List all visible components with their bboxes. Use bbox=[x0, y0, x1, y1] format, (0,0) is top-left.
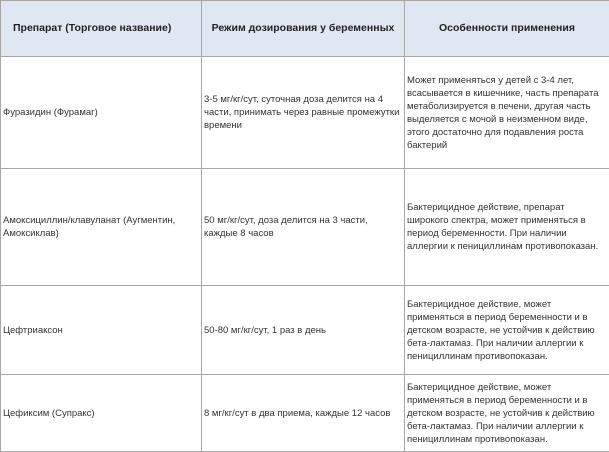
cell-drug-name: Цефтриаксон bbox=[1, 286, 202, 375]
header-drug-name: Препарат (Торговое название) bbox=[1, 1, 202, 57]
cell-notes: Бактерицидное действие, может применяться в период беременности и в детском возрасте, не устойчив к действию бета-лактамаз. При наличии аллергии к пенициллинам противопоказан. bbox=[405, 375, 609, 452]
cell-notes: Бактерицидное действие, может применяться в период беременности и в детском возрасте, не устойчив к действию бета-лактамаз. При наличии аллергии к пенициллинам противопоказан. bbox=[405, 286, 609, 375]
table-header-row bbox=[1, 1, 609, 57]
table-row bbox=[1, 286, 609, 375]
cell-notes: Может применяться у детей с 3-4 лет, всасывается в кишечнике, часть препарата метаболизируется в печени, другая часть выделяется с мочой в неизменном виде, этого достаточно для подавления роста бактерий bbox=[405, 57, 609, 169]
cell-dosage: 3-5 мг/кг/сут, суточная доза делится на 4 части, принимать через равные промежутки времени bbox=[202, 57, 405, 169]
header-notes: Особенности применения bbox=[405, 1, 609, 57]
header-dosage: Режим дозирования у беременных bbox=[202, 1, 405, 57]
cell-drug-name: Цефиксим (Супракс) bbox=[1, 375, 202, 452]
table-row bbox=[1, 375, 609, 452]
cell-drug-name: Амоксициллин/клавуланат (Аугментин, Амоксиклав) bbox=[1, 169, 202, 286]
cell-dosage: 8 мг/кг/сут в два приема, каждые 12 часов bbox=[202, 375, 405, 452]
table-row bbox=[1, 57, 609, 169]
table-row bbox=[1, 169, 609, 286]
cell-dosage: 50 мг/кг/сут, доза делится на 3 части, каждые 8 часов bbox=[202, 169, 405, 286]
cell-drug-name: Фуразидин (Фурамаг) bbox=[1, 57, 202, 169]
cell-notes: Бактерицидное действие, препарат широкого спектра, может применяться в период беременности. При наличии аллергии к пенициллинам противопоказан. bbox=[405, 169, 609, 286]
cell-dosage: 50-80 мг/кг/сут, 1 раз в день bbox=[202, 286, 405, 375]
